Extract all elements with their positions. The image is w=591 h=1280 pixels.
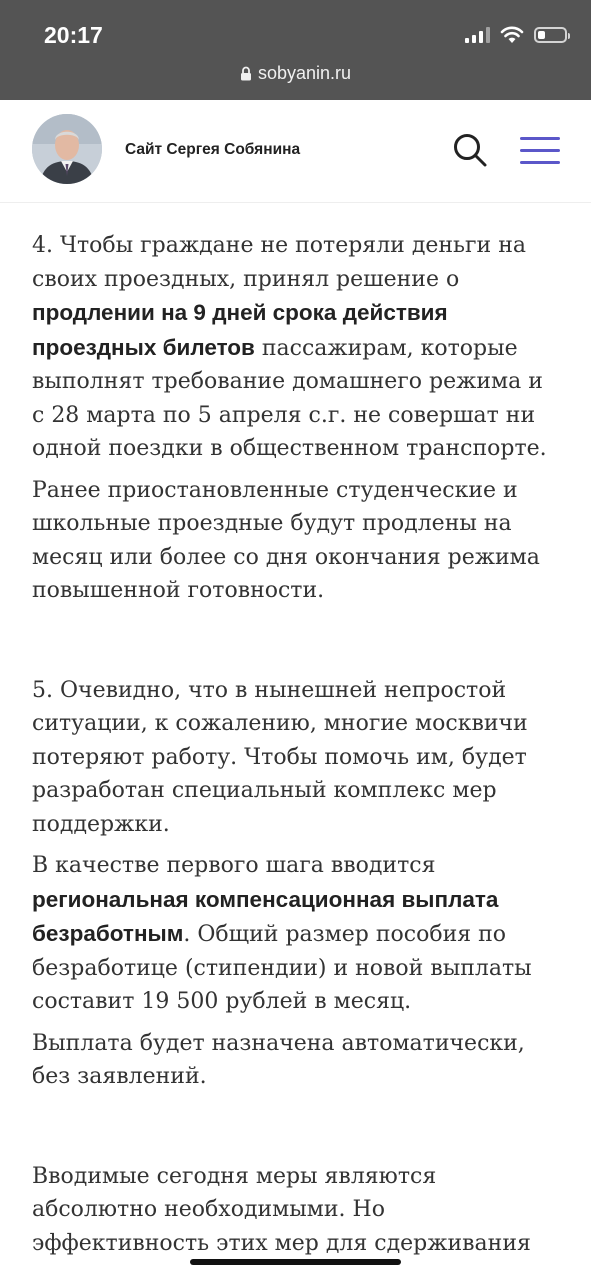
article-paragraph: Ранее приостановленные студенческие и школьные проездные будут продлены на месяц или более со дня окончания режима повышенной готовности.	[32, 477, 540, 603]
address-bar[interactable]	[0, 63, 591, 84]
site-header	[0, 100, 591, 203]
article-paragraph: 4. Чтобы граждане не потеряли деньги на своих проездных, принял решение о продлении на 9 дней срока действия проездных билетов пассажирам, которые выполнят требование домашнего режима и с 28 марта по 5 апреля с.г. не совершат ни одной поездки в общественном транспорте.	[32, 233, 547, 461]
home-indicator[interactable]	[190, 1259, 401, 1265]
article-paragraph: В качестве первого шага вводится региональная компенсационная выплата безработным. Общий размер пособия по безработице (стипендии) и новой выплаты составит 19 500 рублей в месяц.	[32, 853, 532, 1014]
browser-chrome	[0, 0, 591, 100]
status-icons	[465, 26, 567, 44]
status-time: 20:17	[44, 22, 103, 48]
emphasis-text: региональная компенсационная выплата безработным	[32, 886, 499, 946]
lock-icon	[240, 66, 252, 81]
battery-icon	[534, 27, 567, 43]
site-title[interactable]: Сайт Сергея Собянина	[125, 141, 301, 158]
article-paragraph: Выплата будет назначена автоматически, без заявлений.	[32, 1030, 525, 1089]
article-body	[32, 229, 562, 1268]
article-paragraph: Вводимые сегодня меры являются абсолютно необходимыми. Но эффективность этих мер для сдерживания	[32, 1163, 531, 1256]
wifi-icon	[500, 26, 524, 44]
search-icon[interactable]	[452, 132, 488, 168]
hamburger-menu-icon[interactable]	[520, 137, 560, 165]
avatar[interactable]	[32, 114, 102, 184]
emphasis-text: продлении на 9 дней срока действия проездных билетов	[32, 300, 448, 360]
cellular-signal-icon	[465, 27, 490, 43]
url-text: sobyanin.ru	[257, 63, 352, 83]
article-paragraph: 5. Очевидно, что в нынешней непростой ситуации, к сожалению, многие москвичи потеряют работу. Чтобы помочь им, будет разработан специальный комплекс мер поддержки.	[32, 677, 528, 837]
